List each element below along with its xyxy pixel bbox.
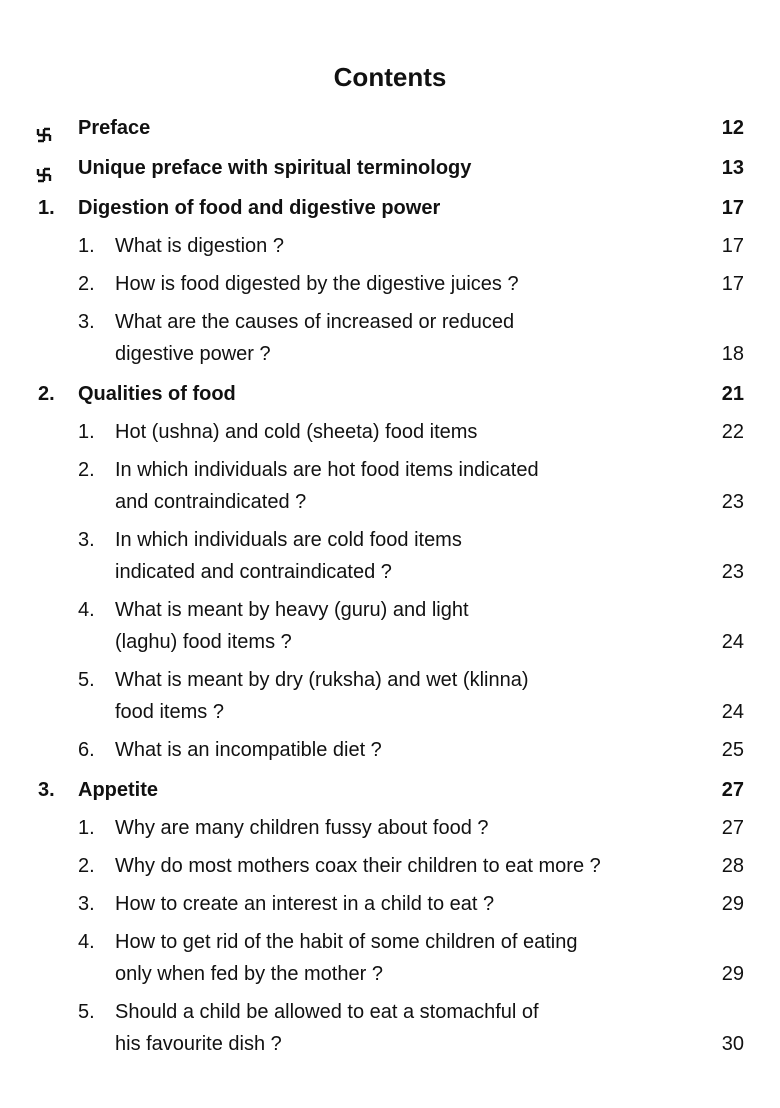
swastika-icon xyxy=(36,121,52,137)
page-number: 30 xyxy=(721,1033,744,1055)
item-text: only when fed by the mother ? xyxy=(115,963,383,985)
page-number: 24 xyxy=(721,631,744,653)
item-number: 1. xyxy=(78,421,95,443)
item-text: Should a child be allowed to eat a stomachful of xyxy=(115,1001,539,1023)
page-number: 12 xyxy=(721,117,744,139)
item-text: Why do most mothers coax their children to eat more ? xyxy=(115,855,601,877)
item-number: 2. xyxy=(78,459,95,481)
page-number: 23 xyxy=(721,491,744,513)
item-text: and contraindicated ? xyxy=(115,491,307,513)
page-title: Contents xyxy=(333,62,447,92)
page-number: 17 xyxy=(721,273,744,295)
item-number: 3. xyxy=(78,311,95,333)
item-text: food items ? xyxy=(115,701,224,723)
chapter-title: Unique preface with spiritual terminology xyxy=(78,157,472,179)
swastika-icon xyxy=(36,161,52,177)
page-number: 27 xyxy=(721,817,744,839)
item-text: indicated and contraindicated ? xyxy=(115,561,392,583)
item-number: 1. xyxy=(78,235,95,257)
item-text: his favourite dish ? xyxy=(115,1033,282,1055)
item-text: How is food digested by the digestive juices ? xyxy=(115,273,519,295)
page-number: 25 xyxy=(721,739,744,761)
item-text: How to get rid of the habit of some children of eating xyxy=(115,931,578,953)
item-text: How to create an interest in a child to eat ? xyxy=(115,893,495,915)
item-number: 6. xyxy=(78,739,95,761)
item-number: 4. xyxy=(78,931,95,953)
chapter-number: 2. xyxy=(38,383,55,405)
item-text: (laghu) food items ? xyxy=(115,631,292,653)
item-number: 3. xyxy=(78,893,95,915)
item-number: 3. xyxy=(78,529,95,551)
page-number: 13 xyxy=(721,157,744,179)
item-text: What is an incompatible diet ? xyxy=(115,739,382,761)
page-number: 24 xyxy=(721,701,744,723)
item-text: What are the causes of increased or reduced xyxy=(115,311,515,333)
page-number: 29 xyxy=(721,963,744,985)
chapter-title: Qualities of food xyxy=(78,383,236,405)
item-text: Why are many children fussy about food ? xyxy=(115,817,489,839)
item-text: In which individuals are cold food items xyxy=(115,529,462,551)
item-number: 5. xyxy=(78,1001,95,1023)
item-number: 5. xyxy=(78,669,95,691)
item-text: In which individuals are hot food items indicated xyxy=(115,459,539,481)
page-number: 28 xyxy=(721,855,744,877)
chapter-title: Preface xyxy=(78,117,151,139)
item-number: 1. xyxy=(78,817,95,839)
page-number: 22 xyxy=(721,421,744,443)
item-number: 2. xyxy=(78,273,95,295)
page-number: 17 xyxy=(721,197,744,219)
page-number: 21 xyxy=(721,383,744,405)
page-number: 23 xyxy=(721,561,744,583)
chapter-title: Digestion of food and digestive power xyxy=(78,197,441,219)
item-text: digestive power ? xyxy=(115,343,271,365)
item-text: What is meant by heavy (guru) and light xyxy=(115,599,469,621)
item-text: Hot (ushna) and cold (sheeta) food items xyxy=(115,421,478,443)
chapter-title: Appetite xyxy=(78,779,158,801)
page-number: 27 xyxy=(721,779,744,801)
item-number: 2. xyxy=(78,855,95,877)
page-number: 18 xyxy=(721,343,744,365)
item-text: What is meant by dry (ruksha) and wet (klinna) xyxy=(115,669,529,691)
item-text: What is digestion ? xyxy=(115,235,284,257)
page-number: 29 xyxy=(721,893,744,915)
page-number: 17 xyxy=(721,235,744,257)
item-number: 4. xyxy=(78,599,95,621)
chapter-number: 1. xyxy=(38,197,55,219)
chapter-number: 3. xyxy=(38,779,55,801)
